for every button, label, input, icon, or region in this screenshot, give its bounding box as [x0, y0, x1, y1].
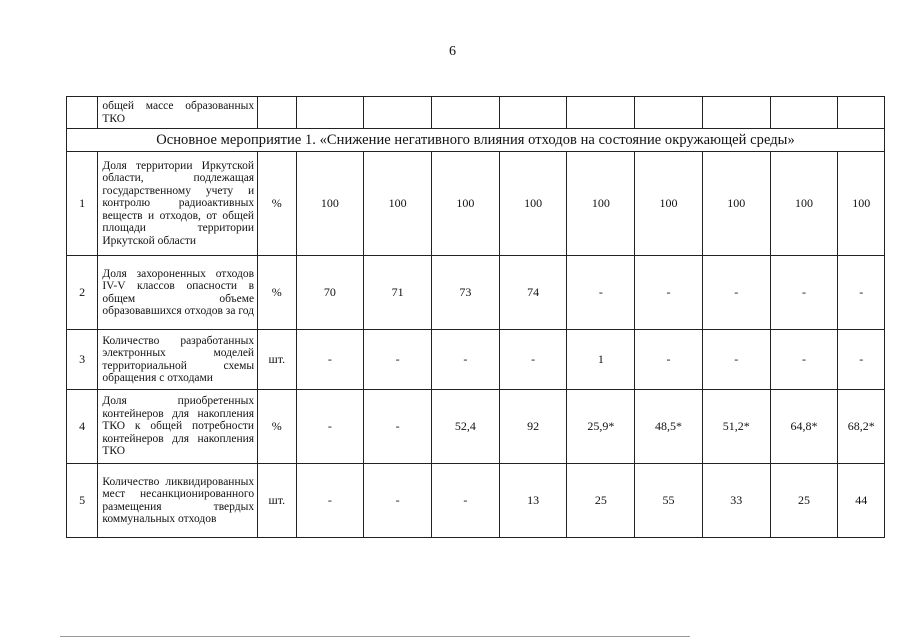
section-heading-row	[67, 129, 885, 152]
value-cell: -	[296, 330, 364, 390]
value-cell	[431, 97, 499, 129]
row-number-cell	[67, 97, 98, 129]
value-cell: 100	[635, 152, 703, 256]
value-cell: -	[431, 330, 499, 390]
value-cell: 44	[838, 464, 885, 538]
value-cell	[838, 97, 885, 129]
value-cell: 68,2*	[838, 390, 885, 464]
value-cell: -	[296, 464, 364, 538]
value-cell: 48,5*	[635, 390, 703, 464]
unit-cell: %	[258, 152, 296, 256]
value-cell: -	[770, 256, 838, 330]
value-cell: -	[635, 256, 703, 330]
table-row	[67, 464, 885, 538]
value-cell: 92	[499, 390, 567, 464]
value-cell: 52,4	[431, 390, 499, 464]
indicator-name-cell: Доля захороненных отходов IV-V классов опасности в общем объеме образовавшихся отходов за год	[98, 256, 258, 330]
value-cell: 71	[364, 256, 432, 330]
value-cell: 100	[499, 152, 567, 256]
table-row	[67, 152, 885, 256]
value-cell: -	[635, 330, 703, 390]
value-cell: 25	[567, 464, 635, 538]
value-cell: 100	[364, 152, 432, 256]
unit-cell: %	[258, 390, 296, 464]
value-cell: 25,9*	[567, 390, 635, 464]
unit-cell: шт.	[258, 464, 296, 538]
section-title: Основное мероприятие 1. «Снижение негативного влияния отходов на состояние окружающей среды»	[67, 129, 885, 152]
value-cell	[296, 97, 364, 129]
value-cell: 100	[296, 152, 364, 256]
value-cell: 33	[702, 464, 770, 538]
value-cell: 100	[838, 152, 885, 256]
value-cell	[499, 97, 567, 129]
value-cell: 13	[499, 464, 567, 538]
value-cell: -	[770, 330, 838, 390]
value-cell	[364, 97, 432, 129]
indicator-name-cell: Доля территории Иркутской области, подлежащая государственному учету и контролю радиоактивных веществ и отходов, от общей площади территории Иркутской области	[98, 152, 258, 256]
value-cell: -	[567, 256, 635, 330]
value-cell: -	[499, 330, 567, 390]
table-row-carry-over	[67, 97, 885, 129]
row-number-cell: 3	[67, 330, 98, 390]
page-number: 6	[449, 44, 456, 59]
value-cell	[702, 97, 770, 129]
value-cell: -	[364, 330, 432, 390]
row-number-cell: 4	[67, 390, 98, 464]
row-number-cell: 5	[67, 464, 98, 538]
value-cell: 25	[770, 464, 838, 538]
row-number-cell: 2	[67, 256, 98, 330]
value-cell: -	[364, 390, 432, 464]
value-cell: -	[296, 390, 364, 464]
value-cell: 73	[431, 256, 499, 330]
unit-cell: %	[258, 256, 296, 330]
row-number-cell: 1	[67, 152, 98, 256]
indicator-name-cell: Количество разработанных электронных моделей территориальной схемы обращения с отходами	[98, 330, 258, 390]
indicator-name-cell: Доля приобретенных контейнеров для накопления ТКО к общей потребности контейнеров для накопления ТКО	[98, 390, 258, 464]
table-row	[67, 256, 885, 330]
value-cell: -	[838, 330, 885, 390]
indicator-name-cell: общей массе образованных ТКО	[98, 97, 258, 129]
value-cell: -	[702, 330, 770, 390]
value-cell: -	[838, 256, 885, 330]
table-row	[67, 390, 885, 464]
unit-cell	[258, 97, 296, 129]
value-cell	[635, 97, 703, 129]
value-cell: 55	[635, 464, 703, 538]
value-cell: 100	[702, 152, 770, 256]
value-cell	[567, 97, 635, 129]
value-cell: -	[702, 256, 770, 330]
value-cell: -	[364, 464, 432, 538]
indicators-table	[66, 96, 885, 538]
value-cell: 74	[499, 256, 567, 330]
value-cell: 64,8*	[770, 390, 838, 464]
page-bottom-rule	[60, 636, 690, 637]
value-cell: 100	[770, 152, 838, 256]
value-cell: 51,2*	[702, 390, 770, 464]
table-row	[67, 330, 885, 390]
value-cell	[770, 97, 838, 129]
value-cell: 100	[567, 152, 635, 256]
value-cell: 1	[567, 330, 635, 390]
value-cell: -	[431, 464, 499, 538]
indicator-name-cell: Количество ликвидированных мест несанкционированного размещения твердых коммунальных отходов	[98, 464, 258, 538]
value-cell: 100	[431, 152, 499, 256]
unit-cell: шт.	[258, 330, 296, 390]
value-cell: 70	[296, 256, 364, 330]
